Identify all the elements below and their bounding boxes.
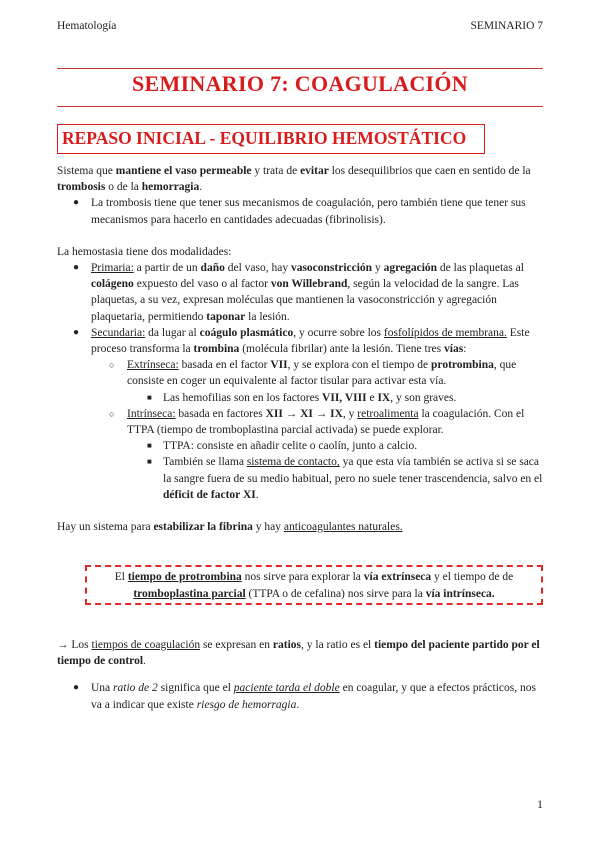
list-item-extrinseca: ○ Extrínseca: basada en el factor VII, y se explora con el tiempo de protrombina, que consiste en coger un equivalente al factor tisular para activar esta vía. [109, 359, 517, 388]
page-title: SEMINARIO 7: COAGULACIÓN [132, 71, 468, 96]
bullet-circle-icon: ○ [109, 408, 115, 419]
intro-paragraph: Sistema que mantiene el vaso permeable y trata de evitar los desequilibrios que caen en sentido de la trombosis o de la hemorragia. [57, 165, 531, 194]
title-bottom-rule [57, 106, 543, 107]
bullet-square-icon: ■ [147, 441, 152, 451]
header-seminar: SEMINARIO 7 [470, 20, 543, 32]
list-item: ● La trombosis tiene que tener sus mecanismos de coagulación, pero también tiene que tener sus mecanismos para hacerlo en cantidades adecuadas (fibrinolisis). [73, 197, 526, 226]
ratios-section [57, 625, 543, 713]
bullet-disc-icon: ● [73, 326, 80, 338]
estabilizar-paragraph: Hay un sistema para estabilizar la fibrina y hay anticoagulantes naturales. [57, 521, 403, 534]
bullet-disc-icon: ● [73, 197, 80, 209]
bullet-circle-icon: ○ [109, 360, 115, 371]
list-item-hemofilias: ■ Las hemofilias son en los factores VII, VIII e IX, y son graves. [57, 390, 543, 406]
list-item-ttpa: ■ TTPA: consiste en añadir celite o caolín, junto a calcio. [57, 438, 543, 454]
callout-box: El tiempo de protrombina nos sirve para explorar la vía extrínseca y el tiempo de de tromboplastina parcial (TTPA o de cefalina) nos sirve para la vía intrínseca. [85, 565, 543, 605]
bullet-square-icon: ■ [147, 392, 152, 402]
bullet-disc-icon: ● [73, 262, 80, 274]
list-item-ratio: ● Una ratio de 2 significa que el paciente tarda el doble en coagular, y que a efectos prácticos, nos va a indicar que existe riesgo de hemorragia. [73, 682, 536, 711]
section-heading: REPASO INICIAL - EQUILIBRIO HEMOSTÁTICO [62, 128, 467, 148]
section-heading-box [57, 124, 485, 154]
ratios-paragraph: → Los tiempos de coagulación se expresan en ratios, y la ratio es el tiempo del paciente partido por el tiempo de control. [57, 638, 540, 667]
modalities-intro: La hemostasia tiene dos modalidades: [57, 245, 232, 258]
header-subject: Hematología [57, 20, 117, 32]
list-item-intrinseca: ○ Intrínseca: basada en factores XII → XI → IX, y retroalimenta la coagulación. Con el TTPA (tiempo de tromboplastina parcial activada) se puede explorar. [109, 407, 525, 437]
list-item-primaria: ● Primaria: a partir de un daño del vaso, hay vasoconstricción y agregación de las plaquetas al colágeno expuesto del vaso o al factor von Willebrand, según la velocidad de la sangre. Las plaquetas, a su vez, expresan moléculas que mantienen la vasoconstricción y agregación plaquetaria, permitiendo taponar la lesión. [73, 262, 524, 323]
list-item-secundaria: ● Secundaria: da lugar al coágulo plasmático, y ocurre sobre los fosfolípidos de membrana. Este proceso transforma la trombina (molécula fibrilar) ante la lesión. Tiene tres vías: [73, 326, 530, 356]
bullet-square-icon: ■ [147, 457, 152, 467]
page-header [57, 20, 543, 36]
page-number: 1 [537, 797, 543, 811]
list-item-contacto: ■ También se llama sistema de contacto, ya que esta vía también se activa si se saca la sangre fuera de su medio habitual, pero no suele tener trascendencia, salvo en el déficit de factor XI. [147, 456, 543, 501]
title-top-rule [57, 68, 543, 69]
document-body [57, 163, 543, 535]
bullet-disc-icon: ● [73, 682, 80, 694]
